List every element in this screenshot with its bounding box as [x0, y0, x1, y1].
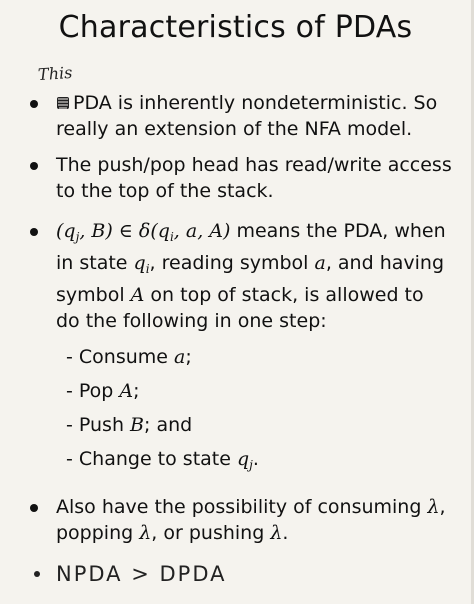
sublist-item-change-state: - Change to state $q_j$.: [66, 448, 259, 472]
bullet3-line3: symbol A on top of stack, is allowed to: [56, 284, 424, 306]
bullet2-line1: The push/pop head has read/write access: [56, 154, 452, 176]
bullet-lambda: [30, 494, 460, 546]
bullet-dot: [30, 228, 38, 236]
bullet2-line2: to the top of the stack.: [56, 180, 274, 202]
sublist-item-consume: - Consume a;: [66, 346, 192, 368]
crossed-out-word-icon: [56, 95, 70, 111]
bullet-push-pop-head: [30, 152, 460, 204]
bullet-dot: [30, 100, 38, 108]
bullet4-line1: Also have the possibility of consuming λ,: [56, 496, 446, 518]
handwritten-annotation-this: This: [37, 62, 73, 85]
bullet1-line1: PDA is inherently nondeterministic. So: [73, 92, 438, 114]
slide-title: Characteristics of PDAs: [58, 10, 413, 45]
sublist-item-push: - Push B; and: [66, 414, 193, 436]
handwritten-annotation-npda: NPDA > DPDA: [34, 562, 227, 586]
bullet-dot: [30, 504, 38, 512]
sublist-item-pop: - Pop A;: [66, 380, 140, 402]
bullet-nondeterministic: [30, 90, 460, 142]
bullet-transition-definition: [30, 218, 460, 334]
bullet1-line2: really an extension of the NFA model.: [56, 118, 413, 140]
bullet3-line1: ($q_j$, B) ∈ $\delta(q_i$, a, A) means the PDA, when: [56, 220, 446, 244]
bullet4-line2: popping λ, or pushing λ.: [56, 522, 289, 544]
handwritten-bullet-dot: [34, 571, 40, 577]
bullet-dot: [30, 162, 38, 170]
bullet3-line2: in state $q_i$, reading symbol a, and having: [56, 252, 445, 276]
bullet3-line4: do the following in one step:: [56, 310, 327, 332]
